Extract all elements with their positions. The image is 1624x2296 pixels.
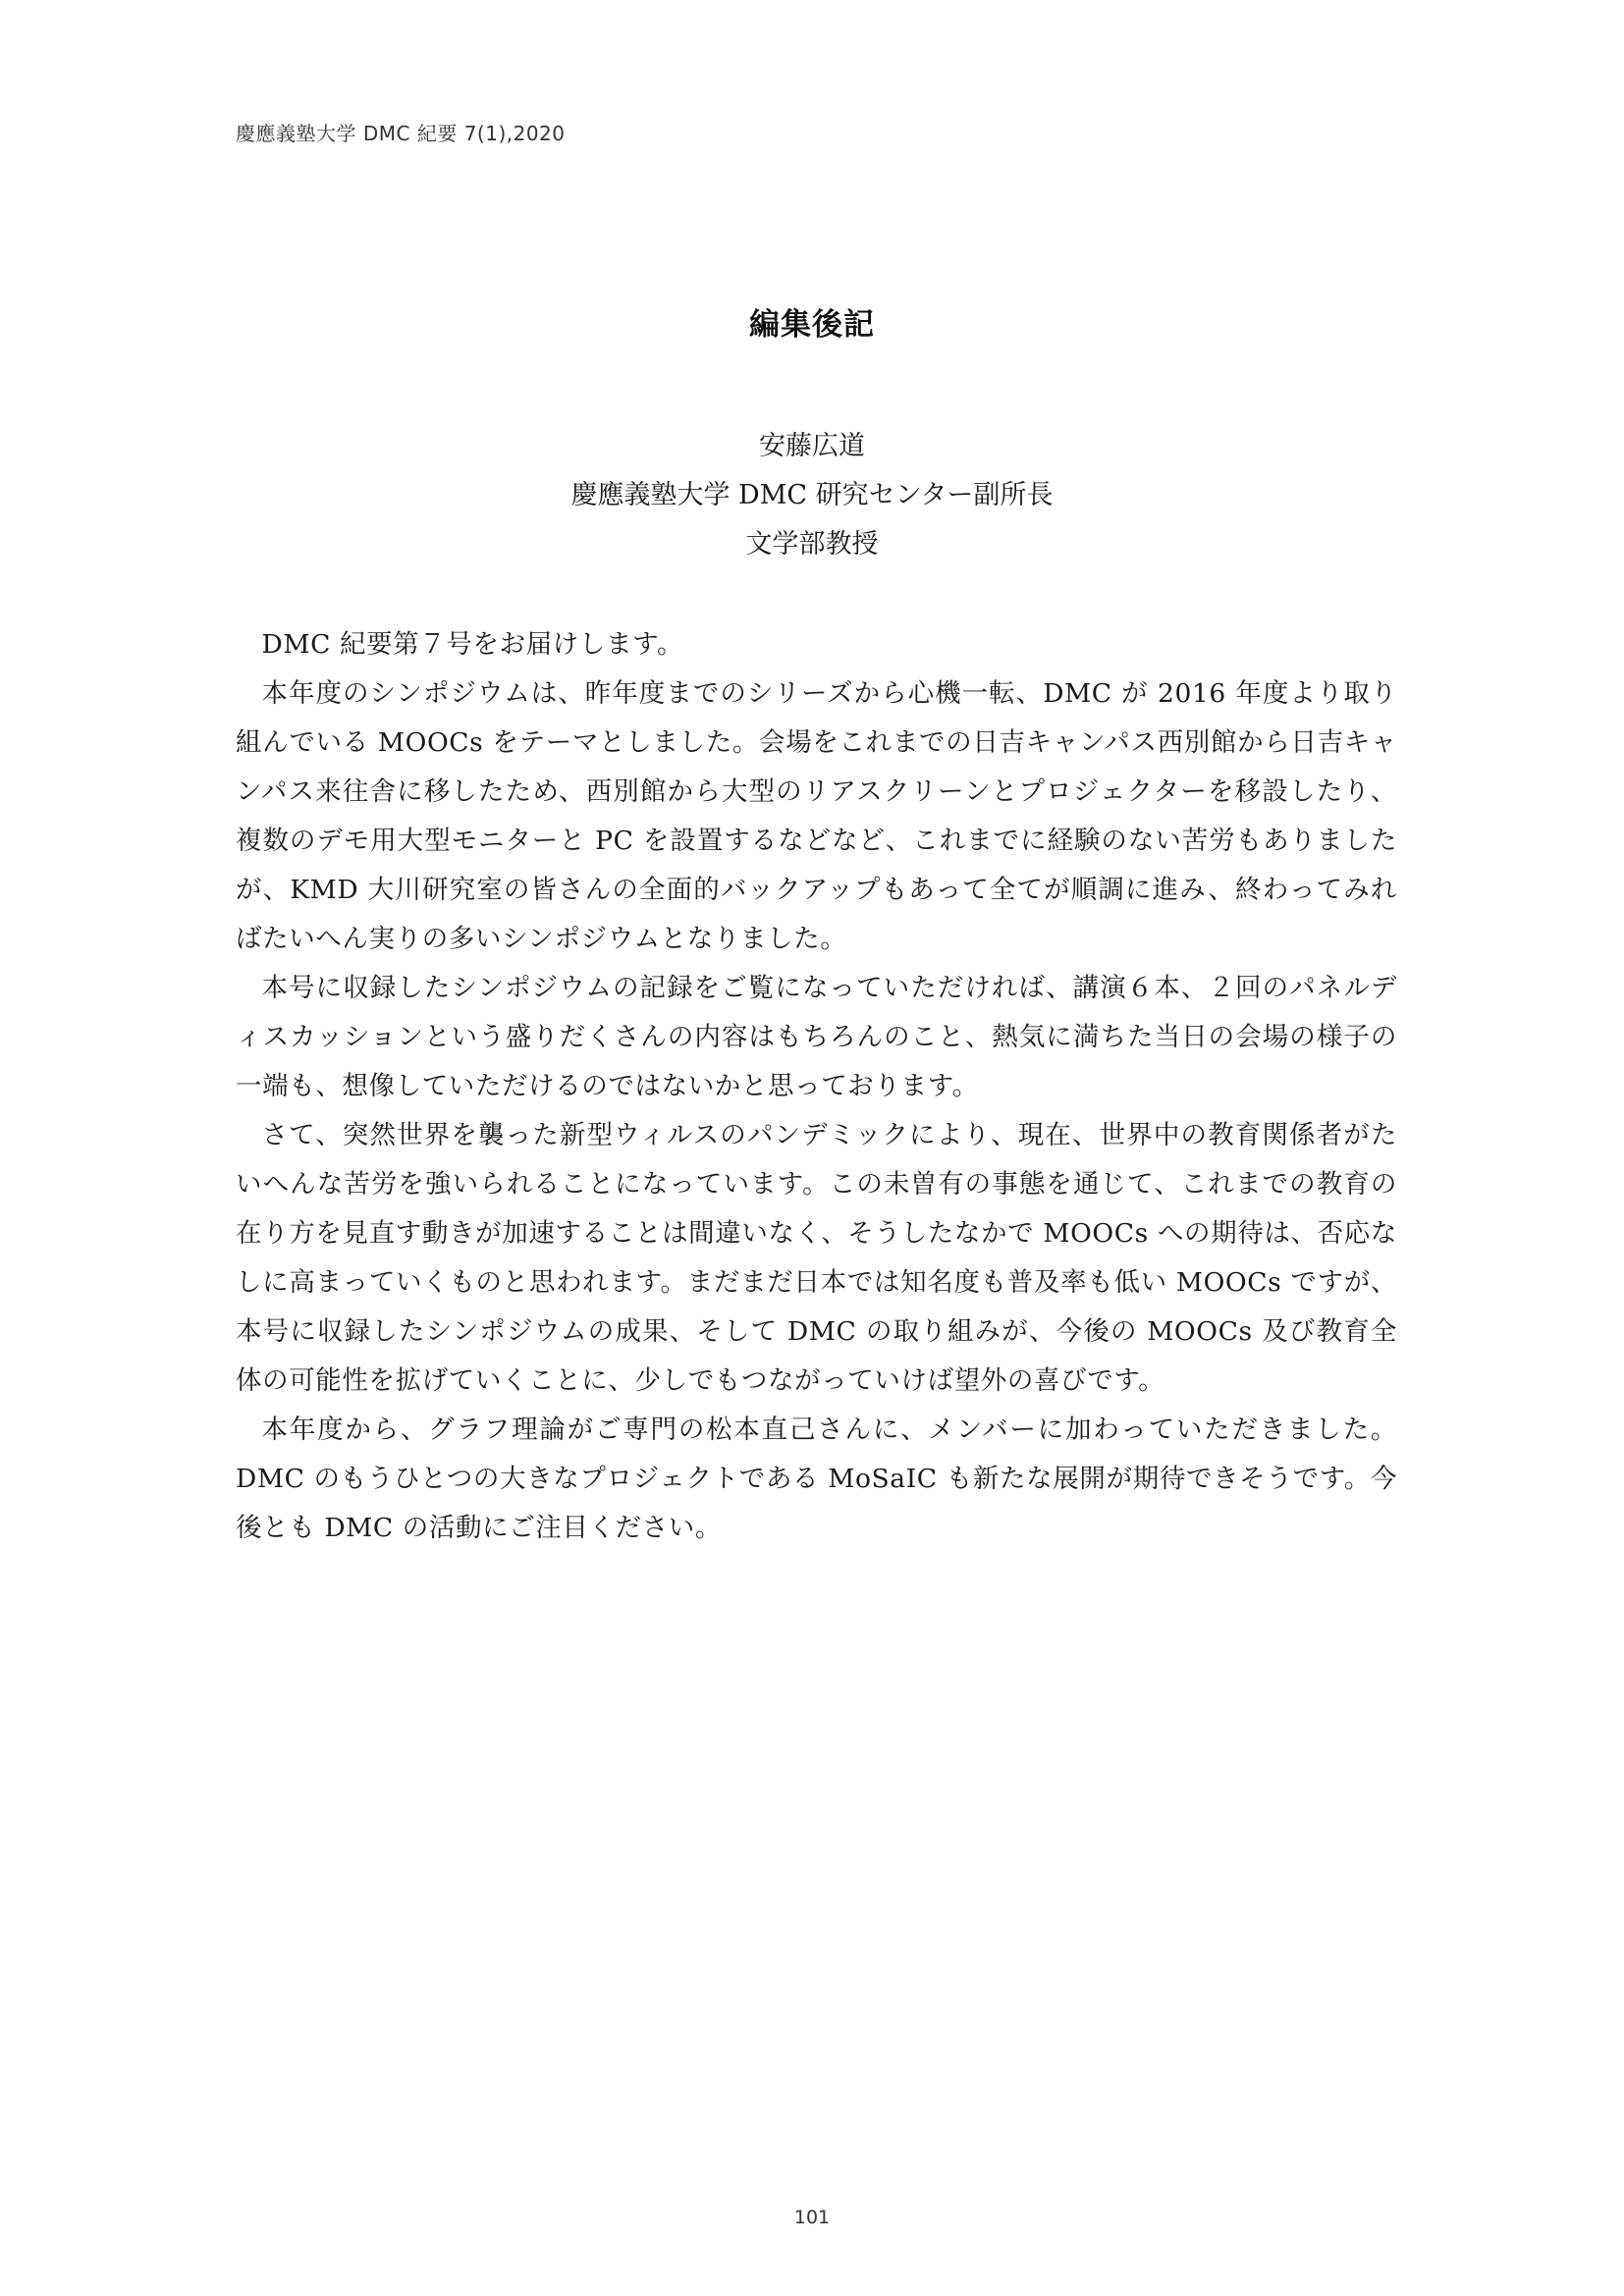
- paragraph-5: 本年度から、グラフ理論がご専門の松本直己さんに、メンバーに加わっていただきました。DMC のもうひとつの大きなプロジェクトである MoSaIC も新たな展開が期待できそうです。今後とも DMC の活動にご注目ください。: [236, 1415, 1397, 1543]
- author-position: 文学部教授: [745, 529, 879, 560]
- article-body: [236, 620, 1397, 1553]
- page-number: 101: [793, 2207, 831, 2228]
- paragraph-4: さて、突然世界を襲った新型ウィルスのパンデミックにより、現在、世界中の教育関係者がたいへんな苦労を強いられることになっています。この未曽有の事態を通じて、これまでの教育の在り方を見直す動きが加速することは間違いなく、そうしたなかで MOOCs への期待は、否応なしに高まっていくものと思われます。まだまだ日本では知名度も普及率も低い MOOCs ですが、本号に収録したシンポジウムの成果、そして DMC の取り組みが、今後の MOOCs 及び教育全体の可能性を拡げていくことに、少しでもつながっていけば望外の喜びです。: [236, 1120, 1397, 1396]
- author-block: [0, 422, 1624, 569]
- paragraph-1: DMC 紀要第７号をお届けします。: [261, 629, 684, 660]
- author-name: 安藤広道: [759, 431, 865, 461]
- paragraph-2: 本年度のシンポジウムは、昨年度までのシリーズから心機一転、DMC が 2016 年度より取り組んでいる MOOCs をテーマとしました。会場をこれまでの日吉キャンパス西別館から日吉キャンパス来往舎に移したため、西別館から大型のリアスクリーンとプロジェクターを移設したり、複数のデモ用大型モニターと PC を設置するなどなど、これまでに経験のない苦労もありましたが、KMD 大川研究室の皆さんの全面的バックアップもあって全てが順調に進み、終わってみればたいへん実りの多いシンポジウムとなりました。: [236, 678, 1397, 954]
- paragraph-3: 本号に収録したシンポジウムの記録をご覧になっていただければ、講演６本、２回のパネルディスカッションという盛りだくさんの内容はもちろんのこと、熱気に満ちた当日の会場の様子の一端も、想像していただけるのではないかと思っております。: [236, 973, 1397, 1101]
- page-title: 編集後記: [749, 307, 875, 343]
- running-header: 慶應義塾大学 DMC 紀要 7(1),2020: [236, 122, 566, 145]
- author-affiliation: 慶應義塾大学 DMC 研究センター副所長: [570, 480, 1054, 510]
